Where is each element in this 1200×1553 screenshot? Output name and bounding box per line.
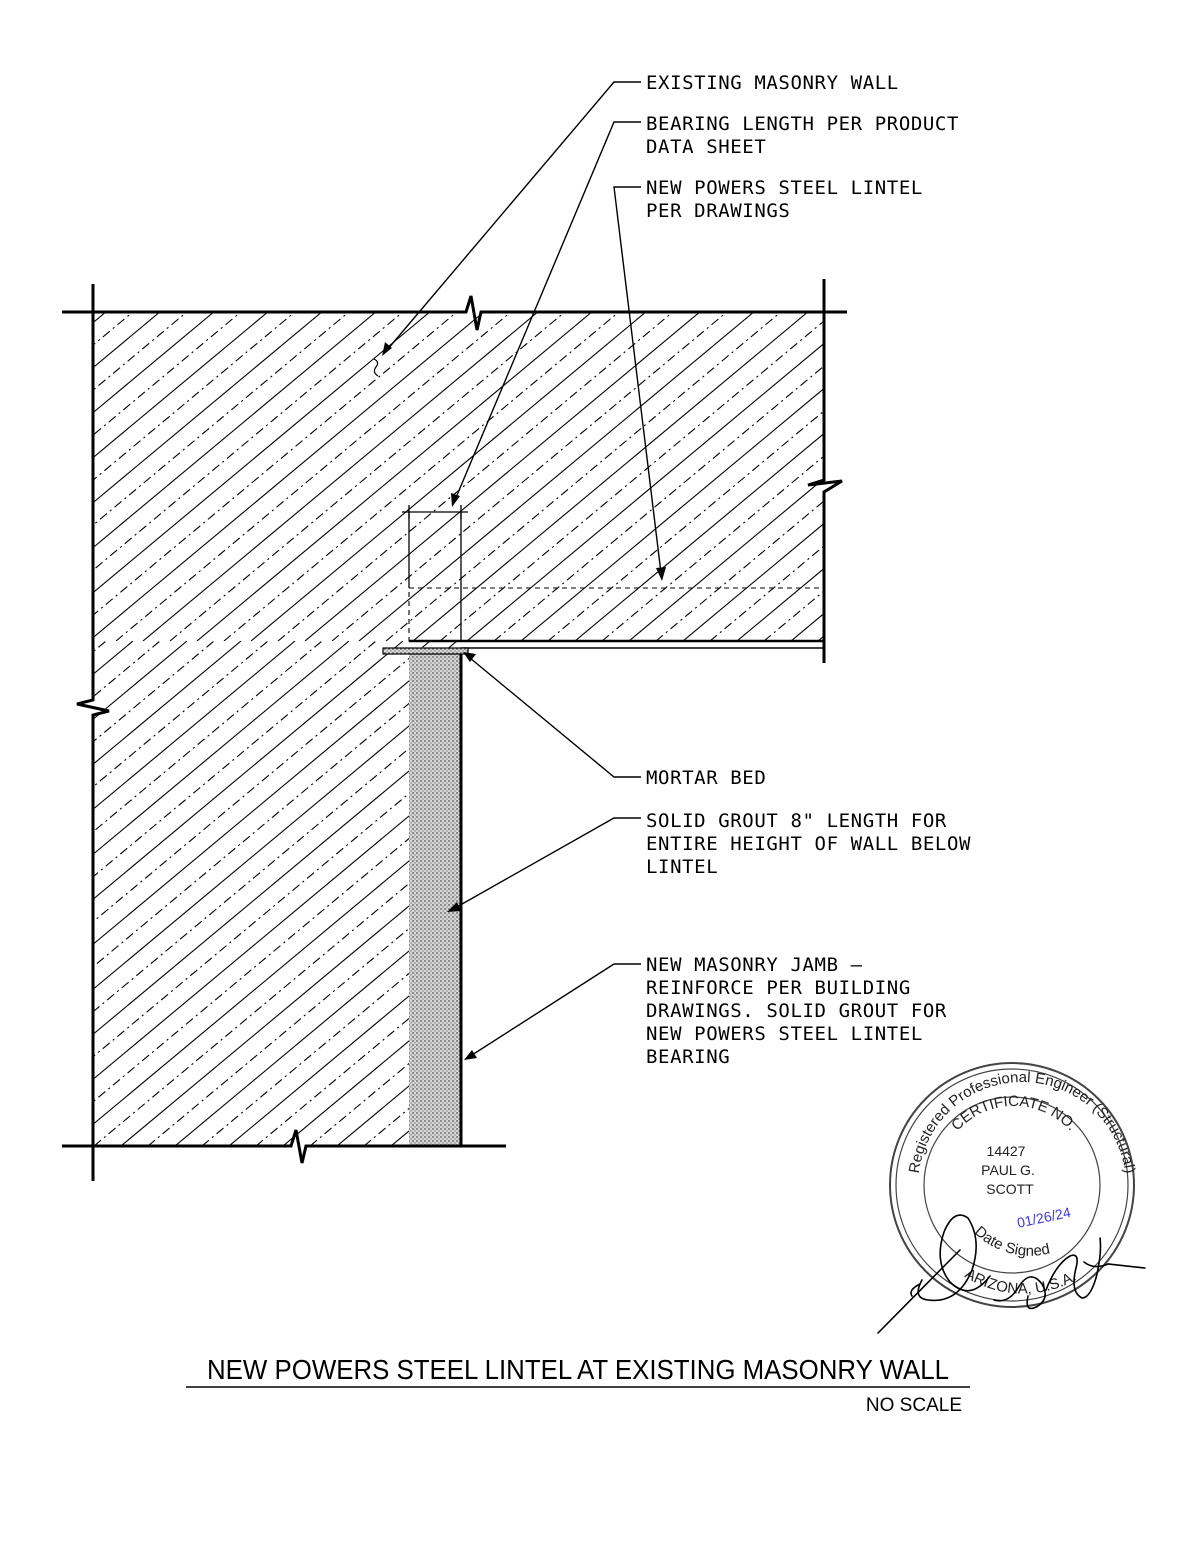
wall-break-squiggle <box>374 359 378 376</box>
signature-drawing <box>878 1215 1145 1333</box>
callout-jamb-line-3: DRAWINGS. SOLID GROUT FOR <box>646 1000 947 1022</box>
callout-existing-wall: EXISTING MASONRY WALL <box>646 72 899 94</box>
mortar-bed <box>383 648 468 654</box>
seal-date-signed-label: Date Signed <box>971 1222 1052 1260</box>
callout-bearing-length-line-1: BEARING LENGTH PER PRODUCT <box>646 113 960 135</box>
callout-jamb-line-5: BEARING <box>646 1046 731 1068</box>
callout-new-lintel-line-1: NEW POWERS STEEL LINTEL <box>646 177 923 199</box>
seal-name-line-1: PAUL G. <box>981 1162 1035 1178</box>
drawing-scale: NO SCALE <box>865 1395 962 1416</box>
seal-date-value: 01/26/24 <box>1015 1203 1073 1231</box>
seal-outer-text: Registered Professional Engineer (Structural) <box>905 1068 1139 1175</box>
solid-grout-strip <box>409 652 460 1146</box>
drawing-title: NEW POWERS STEEL LINTEL AT EXISTING MASONRY WALL <box>207 1354 949 1385</box>
seal-certificate-number: 14427 <box>986 1143 1026 1159</box>
callout-jamb-line-2: REINFORCE PER BUILDING <box>646 977 911 999</box>
seal-certificate-label: CERTIFICATE NO. <box>948 1092 1081 1135</box>
seal-state-text: ARIZONA, U.S.A. <box>962 1265 1080 1298</box>
callout-jamb-line-4: NEW POWERS STEEL LINTEL <box>646 1023 923 1045</box>
seal-name-line-2: SCOTT <box>986 1181 1034 1197</box>
callout-new-lintel-line-2: PER DRAWINGS <box>646 200 791 222</box>
callout-bearing-length-line-2: DATA SHEET <box>646 136 767 158</box>
steel-lintel <box>409 512 824 648</box>
callout-solid-grout-line-1: SOLID GROUT 8" LENGTH FOR <box>646 810 947 832</box>
callout-mortar-bed: MORTAR BED <box>646 767 767 789</box>
callout-solid-grout-line-2: ENTIRE HEIGHT OF WALL BELOW <box>646 833 972 855</box>
engineer-seal <box>878 1063 1145 1333</box>
callout-solid-grout-line-3: LINTEL <box>646 856 719 878</box>
wall-hatch-upper <box>0 312 1200 641</box>
callout-jamb-line-1: NEW MASONRY JAMB — <box>646 954 863 976</box>
